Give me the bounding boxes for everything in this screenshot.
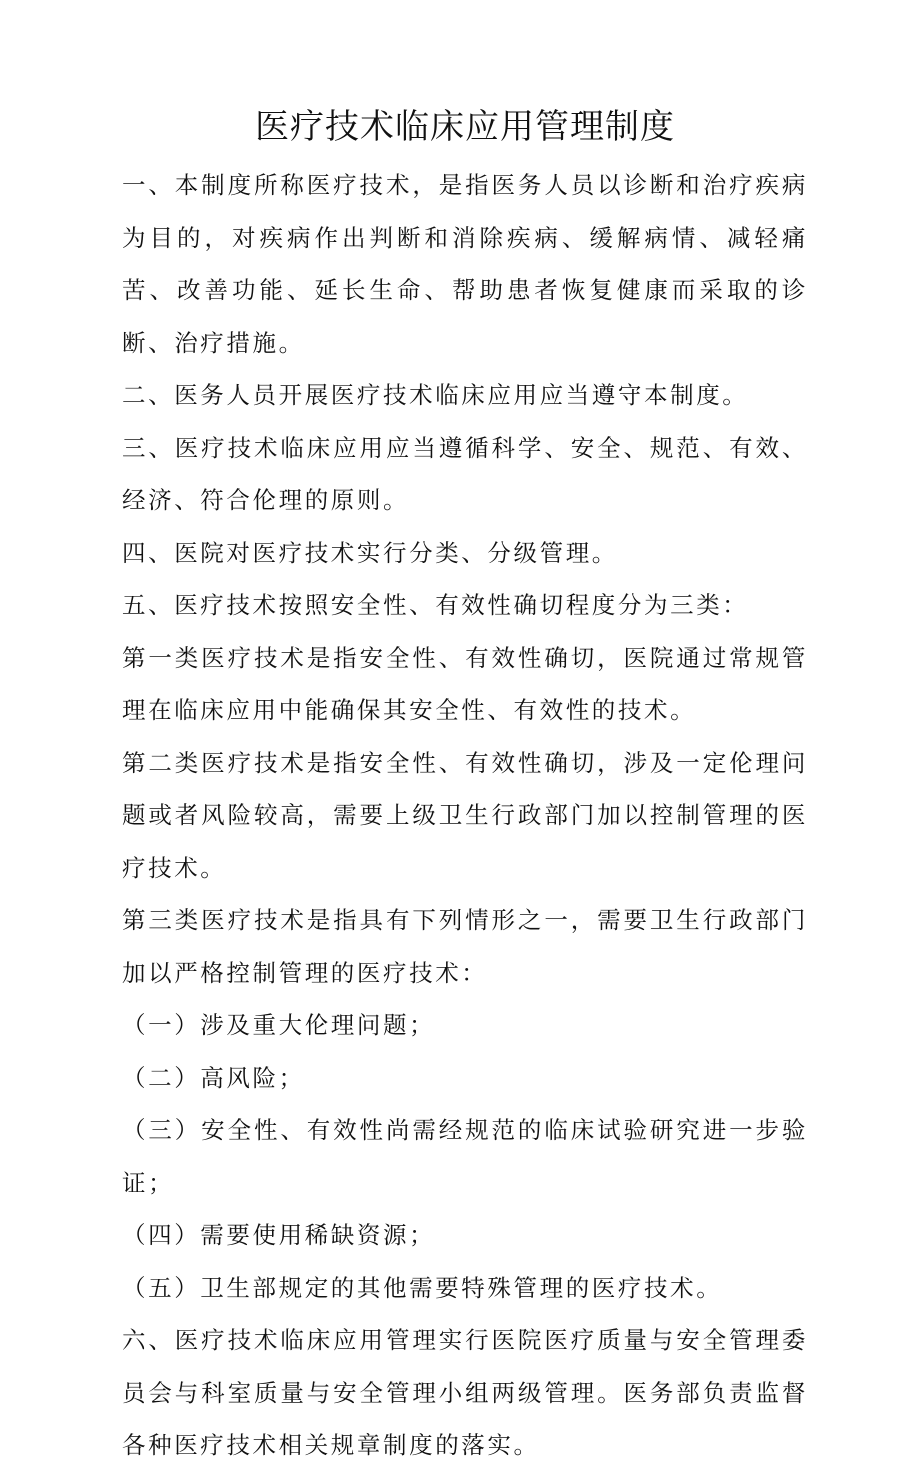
list-item-4: （四）需要使用稀缺资源； [122, 1221, 436, 1249]
document-body [122, 159, 808, 1472]
paragraph-4: 四、医院对医疗技术实行分类、分级管理。 [122, 538, 618, 567]
paragraph-category-3: 第三类医疗技术是指具有下列情形之一，需要卫生行政部门加以严格控制管理的医疗技术： [122, 906, 808, 987]
paragraph-5: 五、医疗技术按照安全性、有效性确切程度分为三类： [122, 591, 749, 619]
paragraph-6: 六、医疗技术临床应用管理实行医院医疗质量与安全管理委员会与科室质量与安全管理小组两级管理。医务部负责监督各种医疗技术相关规章制度的落实。 [122, 1326, 808, 1459]
paragraph-category-1: 第一类医疗技术是指安全性、有效性确切，医院通过常规管理在临床应用中能确保其安全性、有效性的技术。 [122, 643, 808, 724]
paragraph-3: 三、医疗技术临床应用应当遵循科学、安全、规范、有效、经济、符合伦理的原则。 [122, 433, 808, 514]
paragraph-2: 二、医务人员开展医疗技术临床应用应当遵守本制度。 [122, 381, 749, 409]
list-item-3: （三）安全性、有效性尚需经规范的临床试验研究进一步验证； [122, 1116, 808, 1197]
paragraph-1: 一、本制度所称医疗技术，是指医务人员以诊断和治疗疾病为目的，对疾病作出判断和消除疾病、缓解病情、减轻痛苦、改善功能、延长生命、帮助患者恢复健康而采取的诊断、治疗措施。 [122, 171, 808, 357]
paragraph-category-2: 第二类医疗技术是指安全性、有效性确切，涉及一定伦理问题或者风险较高，需要上级卫生行政部门加以控制管理的医疗技术。 [122, 748, 808, 882]
document-title: 医疗技术临床应用管理制度 [255, 107, 675, 147]
list-item-1: （一）涉及重大伦理问题； [122, 1011, 436, 1039]
list-item-2: （二）高风险； [122, 1063, 305, 1092]
list-item-5: （五）卫生部规定的其他需要特殊管理的医疗技术。 [122, 1273, 723, 1302]
